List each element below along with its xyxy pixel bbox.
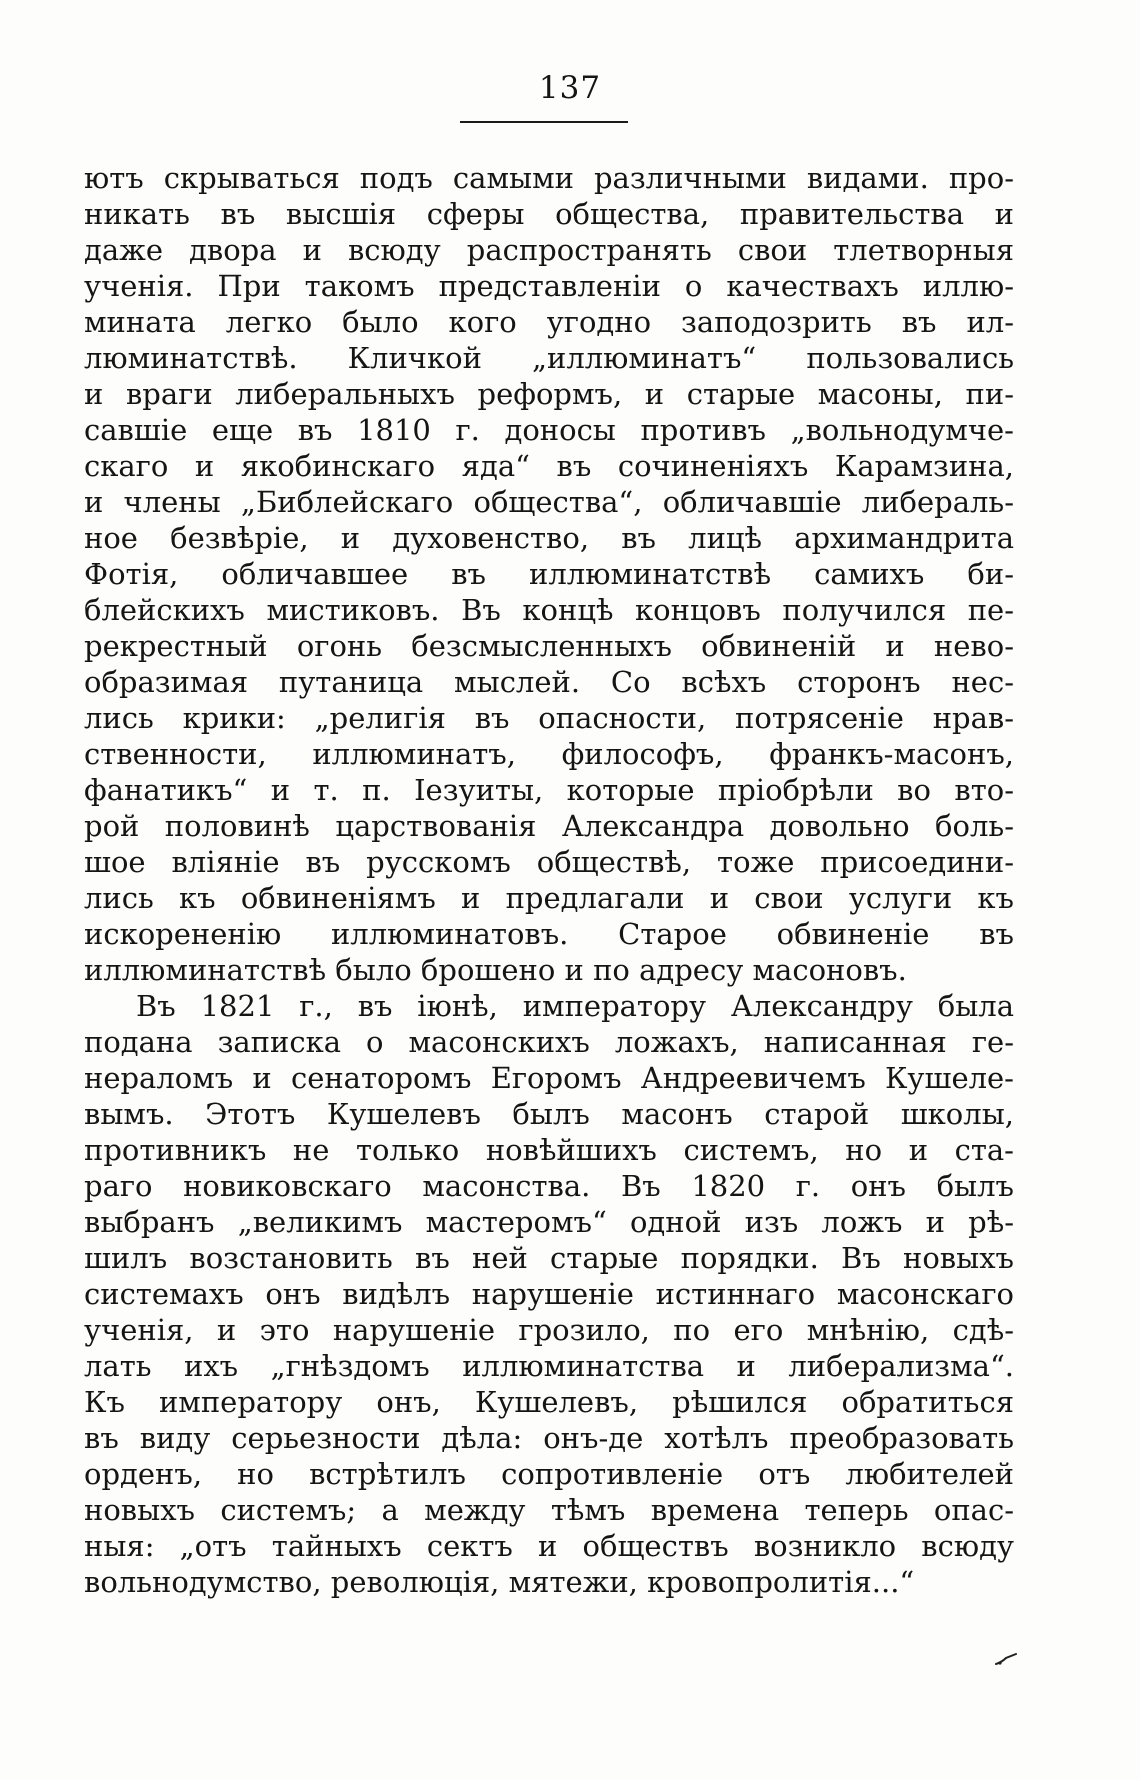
text-line: ныя: „отъ тайныхъ сектъ и обществъ возникло всюду: [84, 1529, 1014, 1563]
text-line: лись къ обвиненiямъ и предлагали и свои услуги къ: [84, 881, 1014, 915]
text-line: шое влiянiе въ русскомъ обществѣ, тоже присоедини-: [84, 845, 1014, 879]
text-line: рекрестный огонь безсмысленныхъ обвиненiй и нево-: [84, 629, 1014, 663]
body-text: [84, 160, 1014, 1600]
text-line: савшiе еще въ 1810 г. доносы противъ „вольнодумче-: [84, 413, 1014, 447]
text-line: ное безвѣрiе, и духовенство, въ лицѣ архимандрита: [84, 521, 1014, 555]
header-rule: [460, 121, 628, 123]
text-line: никать въ высшiя сферы общества, правительства и: [84, 197, 1014, 231]
text-line: фанатикъ“ и т. п. Iезуиты, которые прiобрѣли во вто-: [84, 773, 1014, 807]
text-line: Фотiя, обличавшее въ иллюминатствѣ самихъ би-: [84, 557, 1014, 591]
text-line: рой половинѣ царствованiя Александра довольно боль-: [84, 809, 1014, 843]
text-line: въ виду серьезности дѣла: онъ-де хотѣлъ преобразовать: [84, 1421, 1014, 1455]
text-line: образимая путаница мыслей. Со всѣхъ сторонъ нес-: [84, 665, 1014, 699]
text-line: вымъ. Этотъ Кушелевъ былъ масонъ старой школы,: [84, 1097, 1014, 1131]
text-line: скаго и якобинскаго яда“ въ сочиненiяхъ Карамзина,: [84, 449, 1014, 483]
text-line: лать ихъ „гнѣздомъ иллюминатства и либерализма“.: [84, 1349, 1014, 1383]
text-line: лись крики: „религiя въ опасности, потрясенiе нрав-: [84, 701, 1014, 735]
text-line: даже двора и всюду распространять свои тлетворныя: [84, 233, 1014, 267]
text-line: и члены „Библейскаго общества“, обличавшiе либераль-: [84, 485, 1014, 519]
text-line: новыхъ системъ; а между тѣмъ времена теперь опас-: [84, 1493, 1014, 1527]
text-line: орденъ, но встрѣтилъ сопротивленiе отъ любителей: [84, 1457, 1014, 1491]
text-line: противникъ не только новѣйшихъ системъ, но и ста-: [84, 1133, 1014, 1167]
text-line: подана записка о масонскихъ ложахъ, написанная ге-: [84, 1025, 1014, 1059]
paragraph-1: [84, 160, 1014, 988]
page-number: 137: [538, 70, 602, 106]
text-line: иллюминатствѣ было брошено и по адресу масоновъ.: [84, 953, 907, 987]
text-line: искорененiю иллюминатовъ. Старое обвиненiе въ: [84, 917, 1014, 951]
text-line: ственности, иллюминатъ, философъ, франкъ-масонъ,: [84, 737, 1014, 771]
text-line: мината легко было кого угодно заподозрить въ ил-: [84, 305, 1014, 339]
text-line: ютъ скрываться подъ самыми различными видами. про-: [84, 161, 1014, 195]
text-line: и враги либеральныхъ реформъ, и старые масоны, пи-: [84, 377, 1014, 411]
text-line: системахъ онъ видѣлъ нарушенiе истиннаго масонскаго: [84, 1277, 1014, 1311]
text-line: вольнодумство, революцiя, мятежи, кровопролитiя...“: [84, 1565, 915, 1599]
text-line: шилъ возстановить въ ней старые порядки. Въ новыхъ: [84, 1241, 1014, 1275]
ink-mark-icon: [994, 1652, 1018, 1666]
paragraph-2: [84, 988, 1014, 1600]
text-line: ученiя. При такомъ представленiи о качествахъ иллю-: [84, 269, 1014, 303]
text-line: выбранъ „великимъ мастеромъ“ одной изъ ложъ и рѣ-: [84, 1205, 1014, 1239]
text-line: ученiя, и это нарушенiе грозило, по его мнѣнiю, сдѣ-: [84, 1313, 1014, 1347]
text-line: Къ императору онъ, Кушелевъ, рѣшился обратиться: [84, 1385, 1014, 1419]
text-line: блейскихъ мистиковъ. Въ концѣ концовъ получился пе-: [84, 593, 1014, 627]
text-line: Въ 1821 г., въ iюнѣ, императору Александру была: [136, 989, 1014, 1023]
text-line: люминатствѣ. Кличкой „иллюминатъ“ пользовались: [84, 341, 1014, 375]
text-line: нераломъ и сенаторомъ Егоромъ Андреевичемъ Кушеле-: [84, 1061, 1014, 1095]
text-line: раго новиковскаго масонства. Въ 1820 г. онъ былъ: [84, 1169, 1014, 1203]
